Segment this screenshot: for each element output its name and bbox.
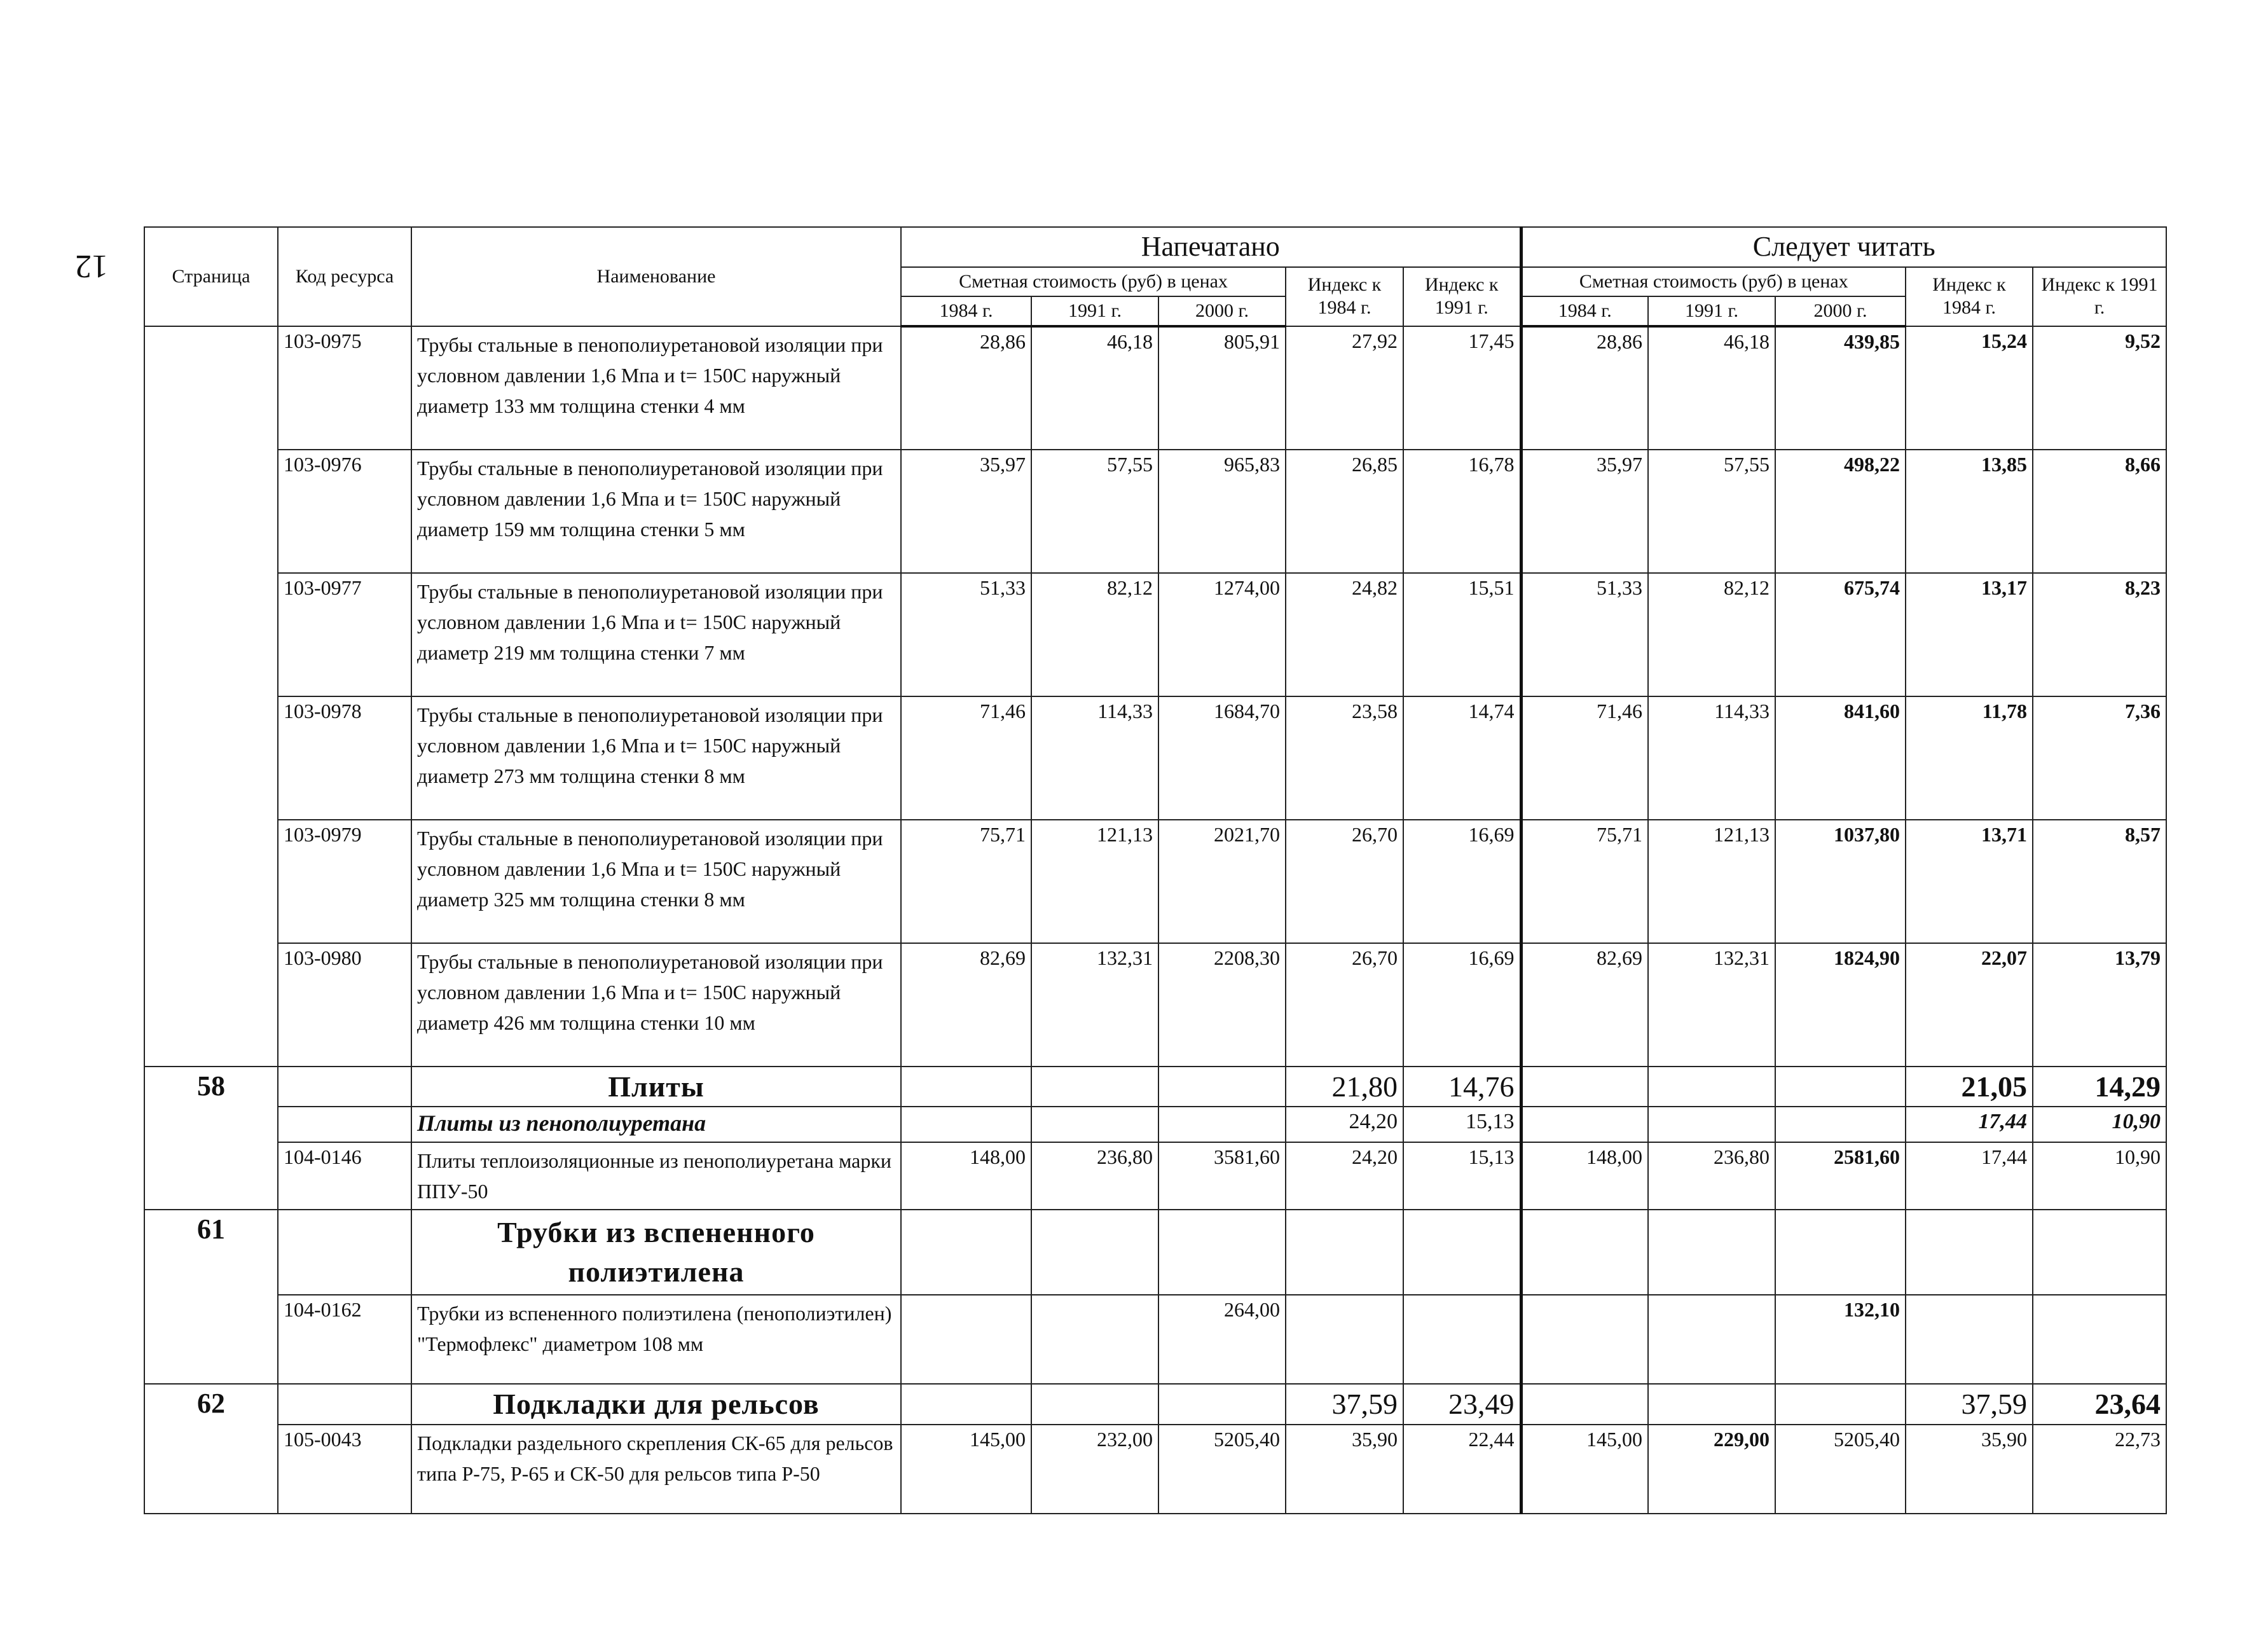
header-should-2000: 2000 г. bbox=[1775, 296, 1906, 326]
should-index-1991: 10,90 bbox=[2033, 1142, 2166, 1210]
table-header bbox=[144, 227, 2166, 326]
empty-cell bbox=[1158, 1210, 1286, 1295]
header-should-index-1984: Индекс к 1984 г. bbox=[1906, 267, 2033, 326]
section-page: 62 bbox=[144, 1384, 278, 1514]
table-row bbox=[144, 820, 2166, 943]
table-row bbox=[144, 696, 2166, 820]
empty-cell bbox=[901, 1107, 1031, 1142]
resource-name: Трубы стальные в пенополиуретановой изоляции при условном давлении 1,6 Мпа и t= 150C наружный диаметр 219 мм толщина стенки 7 мм bbox=[411, 573, 901, 696]
resource-name: Трубы стальные в пенополиуретановой изоляции при условном давлении 1,6 Мпа и t= 150C наружный диаметр 325 мм толщина стенки 8 мм bbox=[411, 820, 901, 943]
empty-cell bbox=[1031, 1384, 1158, 1425]
should-index-1984: 13,85 bbox=[1906, 450, 2033, 573]
resource-code: 103-0979 bbox=[278, 820, 411, 943]
empty-cell bbox=[278, 1107, 411, 1142]
empty-cell bbox=[1775, 1107, 1906, 1142]
resource-name: Трубы стальные в пенополиуретановой изоляции при условном давлении 1,6 Мпа и t= 150C наружный диаметр 273 мм толщина стенки 8 мм bbox=[411, 696, 901, 820]
printed-1991: 232,00 bbox=[1031, 1425, 1158, 1514]
header-should-read: Следует читать bbox=[1521, 227, 2166, 267]
empty-cell bbox=[1648, 1295, 1775, 1384]
empty-cell bbox=[1521, 1067, 1648, 1107]
empty-cell bbox=[1775, 1067, 1906, 1107]
should-1991: 114,33 bbox=[1648, 696, 1775, 820]
should-1991: 121,13 bbox=[1648, 820, 1775, 943]
empty-cell bbox=[1648, 1384, 1775, 1425]
should-index-1991: 22,73 bbox=[2033, 1425, 2166, 1514]
table-row bbox=[144, 1142, 2166, 1210]
printed-2000: 3581,60 bbox=[1158, 1142, 1286, 1210]
should-1984: 28,86 bbox=[1521, 326, 1648, 450]
header-printed-index-1991: Индекс к 1991 г. bbox=[1403, 267, 1521, 326]
printed-index-1984: 26,85 bbox=[1286, 450, 1403, 573]
printed-index-1991: 23,49 bbox=[1403, 1384, 1521, 1425]
resource-name: Трубки из вспененного полиэтилена (пенополиэтилен) "Термофлекс" диаметром 108 мм bbox=[411, 1295, 901, 1384]
empty-cell bbox=[278, 1384, 411, 1425]
empty-cell bbox=[1158, 1067, 1286, 1107]
resource-name: Плиты теплоизоляционные из пенополиуретана марки ППУ-50 bbox=[411, 1142, 901, 1210]
empty-cell bbox=[278, 1210, 411, 1295]
section-title: Трубки из вспененного полиэтилена bbox=[411, 1210, 901, 1295]
page-cell bbox=[144, 326, 278, 1067]
printed-index-1984: 27,92 bbox=[1286, 326, 1403, 450]
printed-1991: 82,12 bbox=[1031, 573, 1158, 696]
header-printed-1984: 1984 г. bbox=[901, 296, 1031, 326]
should-1991: 82,12 bbox=[1648, 573, 1775, 696]
resource-code: 104-0146 bbox=[278, 1142, 411, 1210]
empty-cell bbox=[1775, 1384, 1906, 1425]
printed-index-1991: 14,74 bbox=[1403, 696, 1521, 820]
empty-cell bbox=[1403, 1295, 1521, 1384]
section-page: 58 bbox=[144, 1067, 278, 1210]
printed-1991: 114,33 bbox=[1031, 696, 1158, 820]
table-row bbox=[144, 1295, 2166, 1384]
printed-index-1991: 16,78 bbox=[1403, 450, 1521, 573]
subsection-row bbox=[144, 1107, 2166, 1142]
table-row bbox=[144, 573, 2166, 696]
should-index-1984: 15,24 bbox=[1906, 326, 2033, 450]
section-row bbox=[144, 1210, 2166, 1295]
empty-cell bbox=[1906, 1210, 2033, 1295]
should-1991: 229,00 bbox=[1648, 1425, 1775, 1514]
printed-1984: 75,71 bbox=[901, 820, 1031, 943]
printed-index-1991: 14,76 bbox=[1403, 1067, 1521, 1107]
section-row bbox=[144, 1384, 2166, 1425]
should-1991: 132,31 bbox=[1648, 943, 1775, 1067]
should-2000: 1037,80 bbox=[1775, 820, 1906, 943]
header-printed: Напечатано bbox=[901, 227, 1521, 267]
printed-2000: 5205,40 bbox=[1158, 1425, 1286, 1514]
printed-2000: 1274,00 bbox=[1158, 573, 1286, 696]
empty-cell bbox=[2033, 1210, 2166, 1295]
header-printed-2000: 2000 г. bbox=[1158, 296, 1286, 326]
printed-2000: 965,83 bbox=[1158, 450, 1286, 573]
should-index-1991: 13,79 bbox=[2033, 943, 2166, 1067]
empty-cell bbox=[1158, 1384, 1286, 1425]
header-name: Наименование bbox=[411, 227, 901, 326]
printed-1984: 148,00 bbox=[901, 1142, 1031, 1210]
should-index-1991: 9,52 bbox=[2033, 326, 2166, 450]
resource-code: 103-0978 bbox=[278, 696, 411, 820]
section-page: 61 bbox=[144, 1210, 278, 1384]
resource-code: 103-0977 bbox=[278, 573, 411, 696]
should-index-1984: 13,71 bbox=[1906, 820, 2033, 943]
empty-cell bbox=[1648, 1107, 1775, 1142]
empty-cell bbox=[1521, 1384, 1648, 1425]
should-1984: 148,00 bbox=[1521, 1142, 1648, 1210]
resource-name: Трубы стальные в пенополиуретановой изоляции при условном давлении 1,6 Мпа и t= 150C наружный диаметр 133 мм толщина стенки 4 мм bbox=[411, 326, 901, 450]
resource-code: 104-0162 bbox=[278, 1295, 411, 1384]
should-1991: 236,80 bbox=[1648, 1142, 1775, 1210]
empty-cell bbox=[1158, 1107, 1286, 1142]
printed-1984: 82,69 bbox=[901, 943, 1031, 1067]
should-1984: 35,97 bbox=[1521, 450, 1648, 573]
section-row bbox=[144, 1067, 2166, 1107]
empty-cell bbox=[1648, 1210, 1775, 1295]
table-row bbox=[144, 1425, 2166, 1514]
resource-code: 103-0976 bbox=[278, 450, 411, 573]
printed-2000: 2208,30 bbox=[1158, 943, 1286, 1067]
resource-name: Трубы стальные в пенополиуретановой изоляции при условном давлении 1,6 Мпа и t= 150C наружный диаметр 426 мм толщина стенки 10 мм bbox=[411, 943, 901, 1067]
printed-2000: 264,00 bbox=[1158, 1295, 1286, 1384]
should-1991: 57,55 bbox=[1648, 450, 1775, 573]
empty-cell bbox=[901, 1210, 1031, 1295]
empty-cell bbox=[1521, 1295, 1648, 1384]
printed-1984: 35,97 bbox=[901, 450, 1031, 573]
header-should-1991: 1991 г. bbox=[1648, 296, 1775, 326]
empty-cell bbox=[1031, 1295, 1158, 1384]
should-index-1991: 8,66 bbox=[2033, 450, 2166, 573]
header-should-cost: Сметная стоимость (руб) в ценах bbox=[1521, 267, 1906, 296]
printed-1991: 121,13 bbox=[1031, 820, 1158, 943]
resource-name: Трубы стальные в пенополиуретановой изоляции при условном давлении 1,6 Мпа и t= 150C наружный диаметр 159 мм толщина стенки 5 мм bbox=[411, 450, 901, 573]
printed-index-1984: 26,70 bbox=[1286, 820, 1403, 943]
empty-cell bbox=[1403, 1210, 1521, 1295]
should-index-1984: 11,78 bbox=[1906, 696, 2033, 820]
header-printed-1991: 1991 г. bbox=[1031, 296, 1158, 326]
printed-index-1984: 23,58 bbox=[1286, 696, 1403, 820]
section-title: Подкладки для рельсов bbox=[411, 1384, 901, 1425]
printed-1991: 236,80 bbox=[1031, 1142, 1158, 1210]
should-2000: 1824,90 bbox=[1775, 943, 1906, 1067]
printed-index-1991: 16,69 bbox=[1403, 820, 1521, 943]
page-number: 12 bbox=[75, 248, 108, 284]
header-should-index-1991: Индекс к 1991 г. bbox=[2033, 267, 2166, 326]
printed-1991: 46,18 bbox=[1031, 326, 1158, 450]
should-2000: 2581,60 bbox=[1775, 1142, 1906, 1210]
empty-cell bbox=[1031, 1210, 1158, 1295]
should-2000: 675,74 bbox=[1775, 573, 1906, 696]
should-index-1991: 14,29 bbox=[2033, 1067, 2166, 1107]
should-index-1984: 22,07 bbox=[1906, 943, 2033, 1067]
empty-cell bbox=[1031, 1107, 1158, 1142]
empty-cell bbox=[901, 1067, 1031, 1107]
should-index-1991: 8,23 bbox=[2033, 573, 2166, 696]
header-code: Код ресурса bbox=[278, 227, 411, 326]
should-2000: 439,85 bbox=[1775, 326, 1906, 450]
subsection-title: Плиты из пенополиуретана bbox=[411, 1107, 901, 1142]
should-1984: 145,00 bbox=[1521, 1425, 1648, 1514]
printed-2000: 2021,70 bbox=[1158, 820, 1286, 943]
should-index-1984: 17,44 bbox=[1906, 1107, 2033, 1142]
printed-index-1984: 24,20 bbox=[1286, 1142, 1403, 1210]
should-index-1984: 17,44 bbox=[1906, 1142, 2033, 1210]
empty-cell bbox=[278, 1067, 411, 1107]
should-index-1984: 21,05 bbox=[1906, 1067, 2033, 1107]
empty-cell bbox=[901, 1295, 1031, 1384]
should-1984: 51,33 bbox=[1521, 573, 1648, 696]
printed-1984: 28,86 bbox=[901, 326, 1031, 450]
should-index-1991: 23,64 bbox=[2033, 1384, 2166, 1425]
printed-index-1991: 17,45 bbox=[1403, 326, 1521, 450]
should-1984: 75,71 bbox=[1521, 820, 1648, 943]
resource-code: 103-0980 bbox=[278, 943, 411, 1067]
printed-1991: 132,31 bbox=[1031, 943, 1158, 1067]
printed-2000: 1684,70 bbox=[1158, 696, 1286, 820]
empty-cell bbox=[1031, 1067, 1158, 1107]
printed-index-1991: 15,13 bbox=[1403, 1142, 1521, 1210]
printed-index-1991: 16,69 bbox=[1403, 943, 1521, 1067]
should-1984: 82,69 bbox=[1521, 943, 1648, 1067]
should-index-1984: 35,90 bbox=[1906, 1425, 2033, 1514]
printed-2000: 805,91 bbox=[1158, 326, 1286, 450]
printed-index-1984: 26,70 bbox=[1286, 943, 1403, 1067]
should-index-1984: 37,59 bbox=[1906, 1384, 2033, 1425]
empty-cell bbox=[1286, 1295, 1403, 1384]
empty-cell bbox=[1648, 1067, 1775, 1107]
empty-cell bbox=[1521, 1107, 1648, 1142]
empty-cell bbox=[901, 1384, 1031, 1425]
printed-index-1984: 21,80 bbox=[1286, 1067, 1403, 1107]
correction-table bbox=[144, 226, 2167, 1514]
printed-1991: 57,55 bbox=[1031, 450, 1158, 573]
section-title: Плиты bbox=[411, 1067, 901, 1107]
should-2000: 841,60 bbox=[1775, 696, 1906, 820]
printed-index-1984: 24,82 bbox=[1286, 573, 1403, 696]
should-2000: 132,10 bbox=[1775, 1295, 1906, 1384]
table-row bbox=[144, 450, 2166, 573]
printed-index-1991: 15,13 bbox=[1403, 1107, 1521, 1142]
printed-1984: 71,46 bbox=[901, 696, 1031, 820]
empty-cell bbox=[1906, 1295, 2033, 1384]
header-printed-cost: Сметная стоимость (руб) в ценах bbox=[901, 267, 1286, 296]
resource-name: Подкладки раздельного скрепления СК-65 для рельсов типа Р-75, Р-65 и СК-50 для рельсов типа Р-50 bbox=[411, 1425, 901, 1514]
printed-index-1984: 24,20 bbox=[1286, 1107, 1403, 1142]
resource-code: 103-0975 bbox=[278, 326, 411, 450]
should-index-1991: 8,57 bbox=[2033, 820, 2166, 943]
should-2000: 5205,40 bbox=[1775, 1425, 1906, 1514]
should-index-1984: 13,17 bbox=[1906, 573, 2033, 696]
empty-cell bbox=[2033, 1295, 2166, 1384]
printed-1984: 51,33 bbox=[901, 573, 1031, 696]
empty-cell bbox=[1775, 1210, 1906, 1295]
header-should-1984: 1984 г. bbox=[1521, 296, 1648, 326]
should-index-1991: 7,36 bbox=[2033, 696, 2166, 820]
printed-index-1984: 35,90 bbox=[1286, 1425, 1403, 1514]
header-printed-index-1984: Индекс к 1984 г. bbox=[1286, 267, 1403, 326]
header-page: Страница bbox=[144, 227, 278, 326]
table-row bbox=[144, 943, 2166, 1067]
should-1991: 46,18 bbox=[1648, 326, 1775, 450]
printed-index-1991: 15,51 bbox=[1403, 573, 1521, 696]
printed-index-1984: 37,59 bbox=[1286, 1384, 1403, 1425]
should-2000: 498,22 bbox=[1775, 450, 1906, 573]
resource-code: 105-0043 bbox=[278, 1425, 411, 1514]
printed-1984: 145,00 bbox=[901, 1425, 1031, 1514]
should-index-1991: 10,90 bbox=[2033, 1107, 2166, 1142]
table-row bbox=[144, 326, 2166, 450]
should-1984: 71,46 bbox=[1521, 696, 1648, 820]
empty-cell bbox=[1521, 1210, 1648, 1295]
printed-index-1991: 22,44 bbox=[1403, 1425, 1521, 1514]
empty-cell bbox=[1286, 1210, 1403, 1295]
